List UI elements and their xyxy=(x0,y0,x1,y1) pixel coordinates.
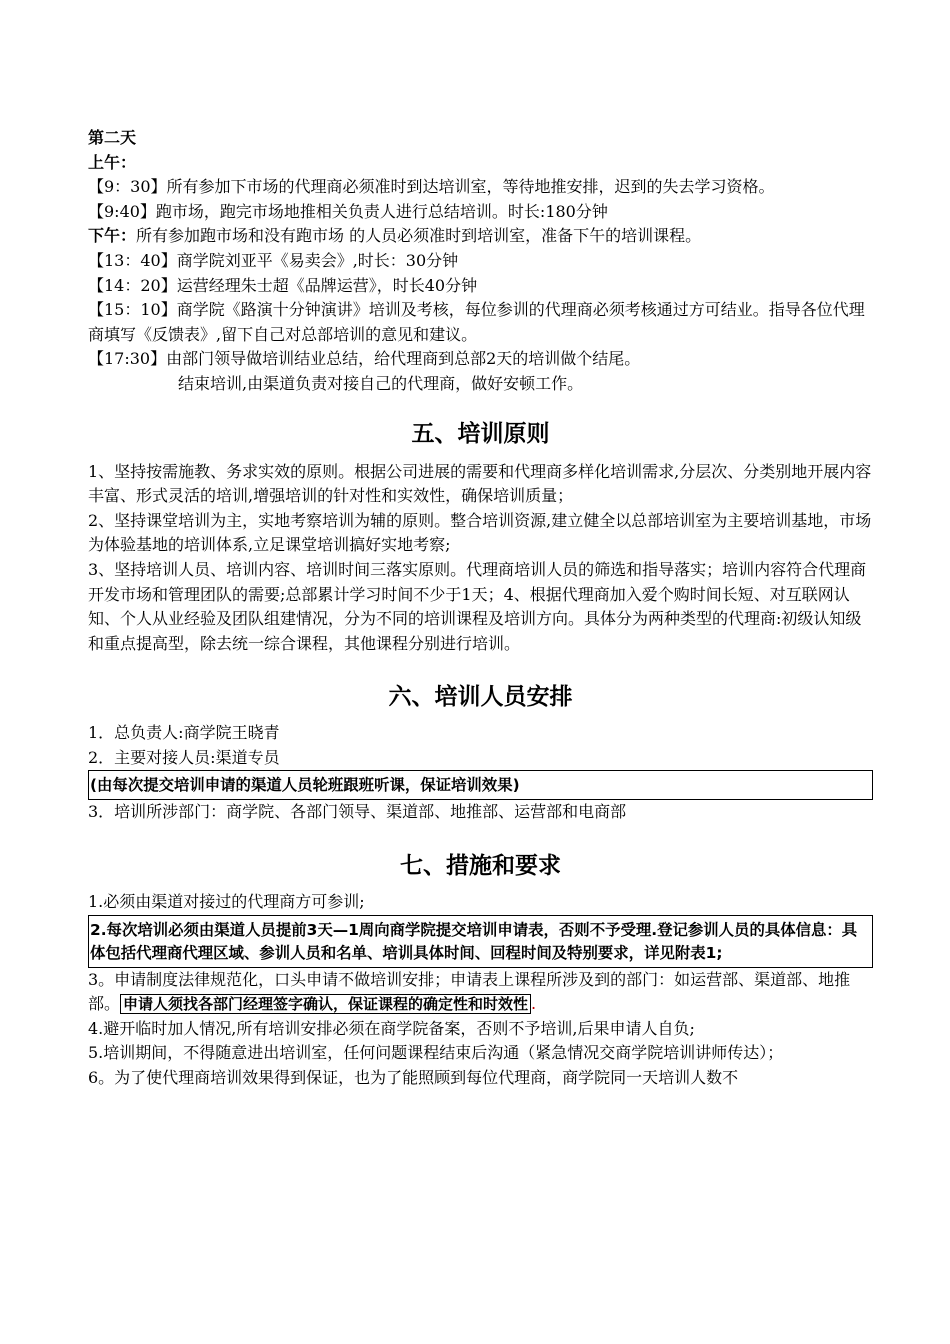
section-heading-measures: 七、措施和要求 xyxy=(400,853,561,880)
principle-item: 1、坚持按需施教、务求实效的原则。根据公司进展的需要和代理商多样化培训需求,分层次、分类别地开展内容丰富、形式灵活的培训,增强培训的针对性和实效性，确保培训质量； xyxy=(88,461,872,506)
measure-period: . xyxy=(531,994,537,1014)
afternoon-text: 所有参加跑市场和没有跑市场 的人员必须准时到培训室，准备下午的培训课程。 xyxy=(136,226,702,246)
day-title: 第二天 xyxy=(88,128,137,147)
measure-item: 5.培训期间，不得随意进出培训室，任何问题课程结束后沟通（紧急情况交商学院培训讲师传达）； xyxy=(88,1043,784,1063)
staff-note-text: (由每次提交培训申请的渠道人员轮班跟班听课，保证培训效果) xyxy=(90,776,520,795)
staff-item: 3．培训所涉部门：商学院、各部门领导、渠道部、地推部、运营部和电商部 xyxy=(88,802,627,822)
measure-highlight: 申请人须找各部门经理签字确认，保证课程的确定性和时效性 xyxy=(120,994,531,1014)
schedule-end: 结束培训,由渠道负责对接自己的代理商，做好安顿工作。 xyxy=(178,373,584,393)
schedule-item: 【14：20】运营经理朱士超《品牌运营》，时长40分钟 xyxy=(88,275,478,295)
measure-item: 1.必须由渠道对接过的代理商方可参训; xyxy=(88,892,365,912)
principle-item: 3、坚持培训人员、培训内容、培训时间三落实原则。代理商培训人员的筛选和指导落实；培训内容符合代理商开发市场和管理团队的需要;总部累计学习时间不少于1天；4、根据代理商加入爱个购时间长短、对互联网认知、个人从业经验及团队组建情况，分为不同的培训课程及培训方向。具体分为两种类型的代理商:初级认知级和重点提高型，除去统一综合课程，其他课程分别进行培训。 xyxy=(88,559,867,653)
section-heading-staff: 六、培训人员安排 xyxy=(388,684,573,711)
document-page xyxy=(88,126,873,1091)
measure-text: 3。申请制度法律规范化，口头申请不做培训安排；申请表上课程所涉及到的部门：如运营部、渠道部、地推部。 xyxy=(88,969,851,1014)
measure-box xyxy=(88,915,873,968)
afternoon-line xyxy=(88,224,873,249)
staff-item: 1．总负责人:商学院王晓青 xyxy=(88,723,280,743)
schedule-item: 【13：40】商学院刘亚平《易卖会》,时长：30分钟 xyxy=(88,250,459,270)
measure-item xyxy=(88,968,873,1017)
measure-box-text: 2.每次培训必须由渠道人员提前3天—1周向商学院提交培训申请表，否则不予受理.登记参训人员的具体信息：具体包括代理商代理区域、参训人员和名单、培训具体时间、回程时间及特别要求，详见附表1; xyxy=(90,920,858,962)
section-heading-principles: 五、培训原则 xyxy=(411,420,550,447)
staff-item: 2．主要对接人员:渠道专员 xyxy=(88,747,280,767)
measure-item: 6。为了使代理商培训效果得到保证，也为了能照顾到每位代理商，商学院同一天培训人数不 xyxy=(88,1068,739,1088)
staff-note-box xyxy=(88,770,873,800)
schedule-item: 【17:30】由部门领导做培训结业总结，给代理商到总部2天的培训做个结尾。 xyxy=(88,349,641,369)
schedule-item: 【9:40】跑市场，跑完市场地推相关负责人进行总结培训。时长:180分钟 xyxy=(88,201,608,221)
afternoon-label: 下午： xyxy=(88,226,137,246)
schedule-item: 【15：10】商学院《路演十分钟演讲》培训及考核，每位参训的代理商必须考核通过方可结业。指导各位代理商填写《反馈表》,留下自己对总部培训的意见和建议。 xyxy=(88,300,865,344)
schedule-item: 【9：30】所有参加下市场的代理商必须准时到达培训室，等待地推安排，迟到的失去学习资格。 xyxy=(88,177,775,197)
morning-label: 上午： xyxy=(88,152,137,172)
measure-item: 4.避开临时加人情况,所有培训安排必须在商学院备案，否则不予培训,后果申请人自负; xyxy=(88,1018,695,1038)
principle-item: 2、坚持课堂培训为主，实地考察培训为辅的原则。整合培训资源,建立健全以总部培训室为主要培训基地，市场为体验基地的培训体系,立足课堂培训搞好实地考察; xyxy=(88,510,872,555)
